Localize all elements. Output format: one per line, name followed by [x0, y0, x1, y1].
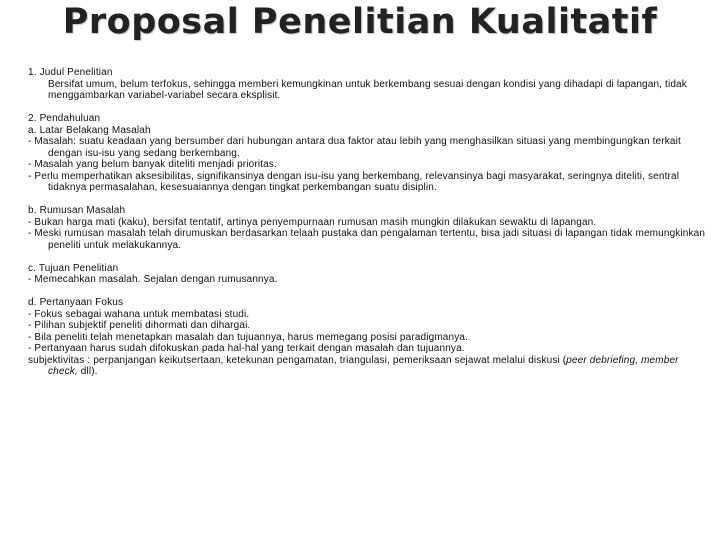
section-heading: 2. Pendahuluan — [28, 113, 101, 124]
subsection-heading: a. Latar Belakang Masalah — [28, 124, 151, 136]
bullet-item: - Bukan harga mati (kaku), bersifat tentatif, artinya penyempurnaan rumusan masih mungkin dilakukan sewaktu di lapangan. — [28, 216, 597, 228]
bullet-item: - Pertanyaan harus sudah difokuskan pada hal-hal yang terkait dengan masalah dan tujuannya. — [28, 343, 465, 354]
bullet-item: - Perlu memperhatikan aksesibilitas, signifikansinya dengan isu-isu yang berkembang, relevansinya bagi masyarakat, seringnya diteliti, sentral tidaknya permasalahan, kesesuaiannya dengan tingkat perkembangan suatu disiplin. — [28, 170, 680, 193]
paragraph: Bersifat umum, belum terfokus, sehingga memberi kemungkinan untuk berkembang sesuai dengan kondisi yang dihadapi di lapangan, tidak menggambarkan variabel-variabel secara eksplisit. — [48, 78, 687, 101]
slide-title: Proposal Penelitian Kualitatif — [62, 2, 658, 42]
bullet-item: - Bila peneliti telah menetapkan masalah dan tujuannya, harus memegang posisi paradigmanya. — [28, 331, 469, 343]
text-run: dll). — [77, 366, 98, 377]
subsection-heading: d. Pertanyaan Fokus — [28, 297, 124, 308]
bullet-item: - Pilihan subjektif peneliti dihormati dan dihargai. — [28, 320, 251, 331]
bullet-item: - Meski rumusan masalah telah dirumuskan berdasarkan telaah pustaka dan pengalaman tertentu, bisa jadi situasi di lapangan tidak memungkinkan peneliti untuk melakukannya. — [28, 228, 706, 251]
slide-body — [28, 67, 708, 378]
italic-terms: peer debriefing, member check, — [48, 354, 679, 377]
subsection-heading: c. Tujuan Penelitian — [28, 262, 119, 274]
section-heading: 1. Judul Penelitian — [28, 67, 113, 78]
bullet-item: - Masalah yang belum banyak diteliti menjadi prioritas. — [28, 159, 277, 170]
bullet-item: - Fokus sebagai wahana untuk membatasi studi. — [28, 308, 250, 320]
text-run: subjektivitas : perpanjangan keikutsertaan, ketekunan pengamatan, triangulasi, pemeriksaan sejawat melalui diskusi ( — [28, 354, 567, 366]
bullet-item: - Masalah: suatu keadaan yang bersumber dari hubungan antara dua faktor atau lebih yang menghasilkan situasi yang membingungkan terkait dengan isu-isu yang sedang berkembang. — [28, 136, 681, 159]
subsection-heading: b. Rumusan Masalah — [28, 205, 126, 216]
bullet-item: - Memecahkan masalah. Sejalan dengan rumusannya. — [28, 274, 278, 285]
bullet-item — [28, 355, 708, 378]
